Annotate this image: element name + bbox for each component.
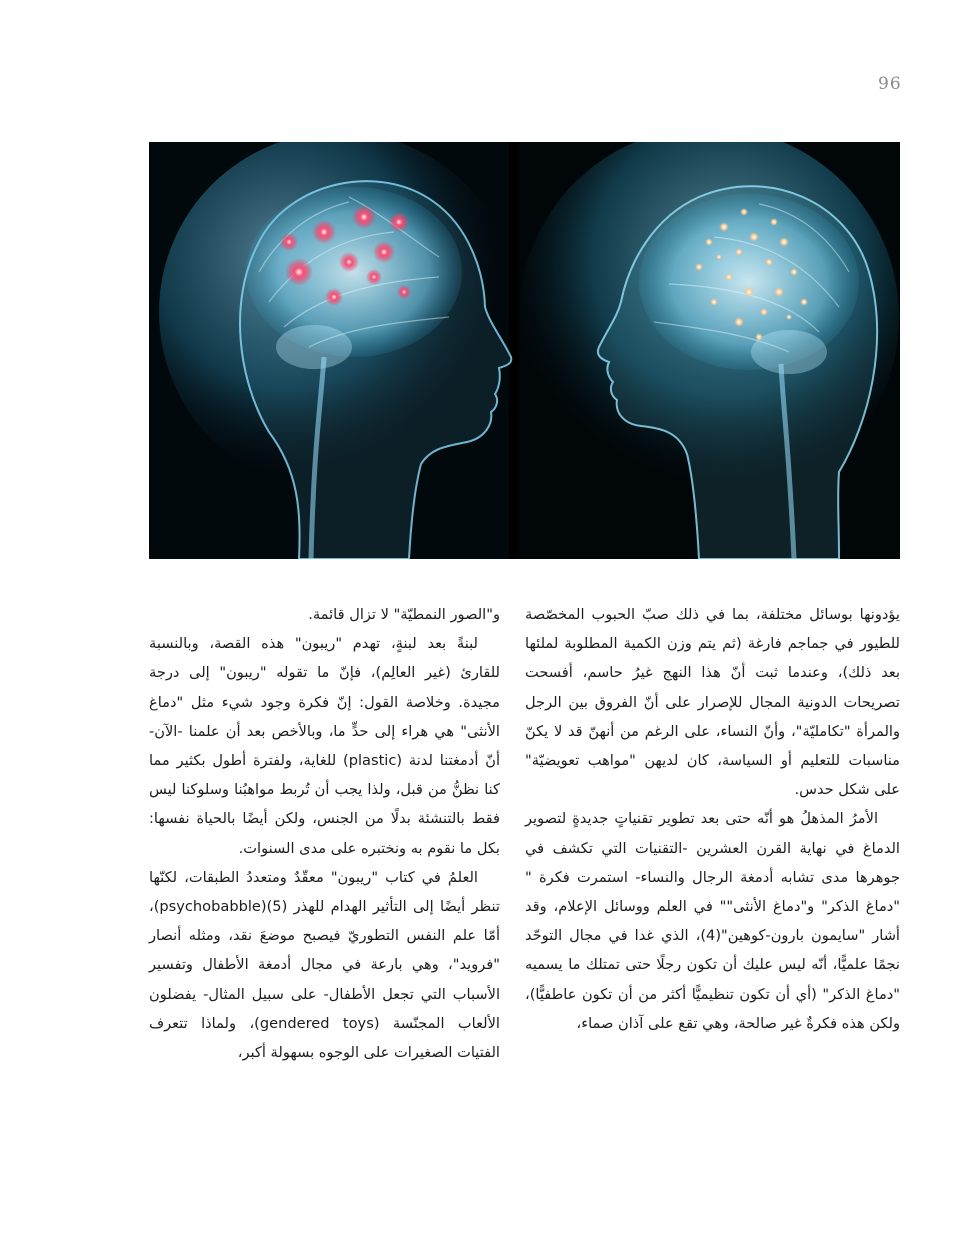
- paragraph: الأمرُ المذهلُ هو أنّه حتى بعد تطوير تقنياتٍ جديدةٍ لتصوير الدماغ في نهاية القرن العشرين -التقنيات التي تكشف في جوهرها مدى تشابه أدمغة الرجال والنساء- استمرت فكرة " "دماغ الذكر" و"دماغ الأنثى"" في العلم ووسائل الإعلام، وقد أشار "سايمون بارون-كوهين"(4)، الذي غدا في مجال التوحّد نجمًا علميًّا، أنّه ليس عليك أن تكون رجلًا حتى تمتلك ما يسميه "دماغ الذكر" (أي أن تكون تنظيميًّا أكثر من أن تكون عاطفيًّا)، ولكن هذه فكرةٌ غير صالحة، وهي تقع على آذان صماء،: [525, 810, 900, 1032]
- paragraph: العلمُ في كتاب "ريبون" معقّدٌ ومتعددُ الطبقات، لكنّها تنظر أيضًا إلى التأثير الهدام للهذر (5)(psychobabble)، أمّا علم النفس التطوريّ فيصبح موضعَ نقد، ومثله أنصار "فرويد"، وهي بارعة في مجال أدمغة الأطفال وتفسير الأسباب التي تجعل الأطفال- على سبيل المثال- يفضلون الألعاب المجنّسة (gendered toys)، ولماذا تتعرف الفتيات الصغيرات على الوجوه بسهولة أكبر،: [149, 868, 500, 1062]
- paragraph: لبنةً بعد لبنةٍ، تهدم "ريبون" هذه القصة، وبالنسبة للقارئ (غير العالِم)، فإنّ ما تقوله "ريبون" إلى درجة مجيدة. وخلاصة القول: إنّ فكرة وجود شيء مثل "دماغ الأنثى" هي هراء إلى حدٍّ ما، وبالأخص بعد أن علمنا -الآن- أنّ أدمغتنا لدنة (plastic) للغاية، ولفترة أطول بكثير مما كنا نظنُّ من قبل، ولذا يجب أن تُربط مواهبُنا وسلوكنا ليس فقط بالتنشئة بدلًا من الجنس، ولكن أيضًا بالحياة نفسها: بكل ما نقوم به ونختبره على مدى السنوات.: [149, 635, 500, 857]
- page-number: 96: [878, 74, 902, 94]
- text-column-right: [525, 600, 900, 1038]
- paragraph: و"الصور النمطيّة" لا تزال قائمة.: [308, 606, 500, 623]
- brain-comparison-figure: [149, 142, 900, 559]
- paragraph: يؤدونها بوسائل مختلفة، بما في ذلك صبّ الحبوب المخصّصة للطيور في جماجم فارغة (ثم يتم وزن الكمية المطلوبة لملئها بعد ذلك)، وعندما ثبت أنّ هذا النهج غيرُ حاسم، أفسحت تصريحات الدونية المجال للإصرار على أنّ الفروق بين الرجل والمرأة "تكامليّة"، وأنّ النساء، على الرغم من أنهنّ قد لا يكنّ مناسبات للتعليم أو السياسة، كان لديهن "مواهب تعويضيّة" على شكل حدس.: [525, 606, 900, 799]
- text-column-left: [149, 600, 500, 1067]
- brain-xray-illustration: [149, 142, 900, 559]
